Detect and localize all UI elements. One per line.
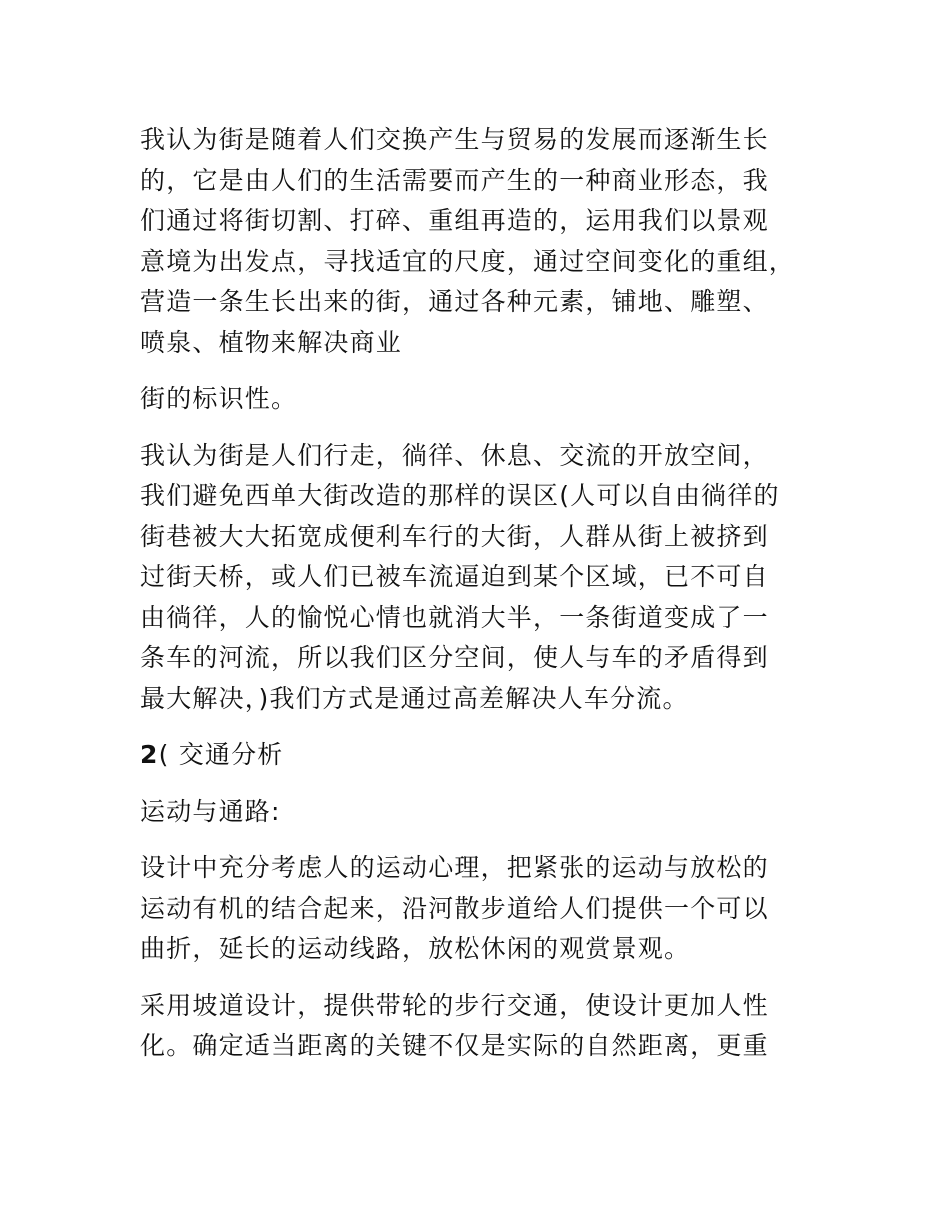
text-line: 过街天桥，或人们已被车流逼迫到某个区域，已不可自 bbox=[140, 562, 769, 591]
text-line: 曲折，延长的运动线路，放松休闲的观赏景观。 bbox=[140, 934, 691, 963]
text-line: 意境为出发点，寻找适宜的尺度，通过空间变化的重组， bbox=[140, 246, 796, 276]
text-line: 化。确定适当距离的关键不仅是实际的自然距离，更重 bbox=[140, 1031, 769, 1060]
document-body bbox=[140, 120, 820, 1083]
paragraph-movement-paths bbox=[140, 792, 820, 833]
text-line: 设计中充分考虑人的运动心理，把紧张的运动与放松的 bbox=[140, 853, 769, 882]
text-line: 街的标识性。 bbox=[140, 384, 298, 413]
text-line: 喷泉、植物来解决商业 bbox=[140, 327, 403, 357]
heading-number: 2 bbox=[140, 740, 159, 769]
text-line: 采用坡道设计，提供带轮的步行交通，使设计更加人性 bbox=[140, 990, 769, 1020]
text-line: 的，它是由人们的生活需要而产生的一种商业形态，我 bbox=[140, 165, 769, 195]
paragraph-ramp-design bbox=[140, 986, 820, 1067]
heading-line bbox=[140, 735, 820, 776]
paragraph-street-growth bbox=[140, 120, 820, 363]
text-line: 条车的河流，所以我们区分空间，使人与车的矛盾得到 bbox=[140, 643, 769, 672]
heading-text: ( 交通分析 bbox=[158, 740, 284, 769]
paragraph-street-identity bbox=[140, 379, 820, 420]
text-line: 由徜徉，人的愉悦心情也就消大半，一条街道变成了一 bbox=[140, 602, 769, 632]
text-line: 运动有机的结合起来，沿河散步道给人们提供一个可以 bbox=[140, 893, 769, 923]
text-line: 最大解决，)我们方式是通过高差解决人车分流。 bbox=[140, 683, 689, 713]
section-heading-traffic-analysis bbox=[140, 735, 820, 776]
paragraph-open-space bbox=[140, 436, 820, 720]
text-line: 我认为街是随着人们交换产生与贸易的发展而逐渐生长 bbox=[140, 125, 769, 154]
text-line: 街巷被大大拓宽成便利车行的大街，人群从街上被挤到 bbox=[140, 521, 769, 551]
text-line: 营造一条生长出来的街，通过各种元素，铺地、雕塑、 bbox=[140, 287, 769, 316]
paragraph-movement-psychology bbox=[140, 848, 820, 970]
text-line: 们通过将街切割、打碎、重组再造的，运用我们以景观 bbox=[140, 206, 769, 235]
text-line: 我们避免西单大街改造的那样的误区(人可以自由徜徉的 bbox=[140, 481, 780, 510]
text-line: 我认为街是人们行走，徜徉、休息、交流的开放空间， bbox=[140, 440, 769, 470]
text-line: 运动与通路: bbox=[140, 796, 281, 826]
